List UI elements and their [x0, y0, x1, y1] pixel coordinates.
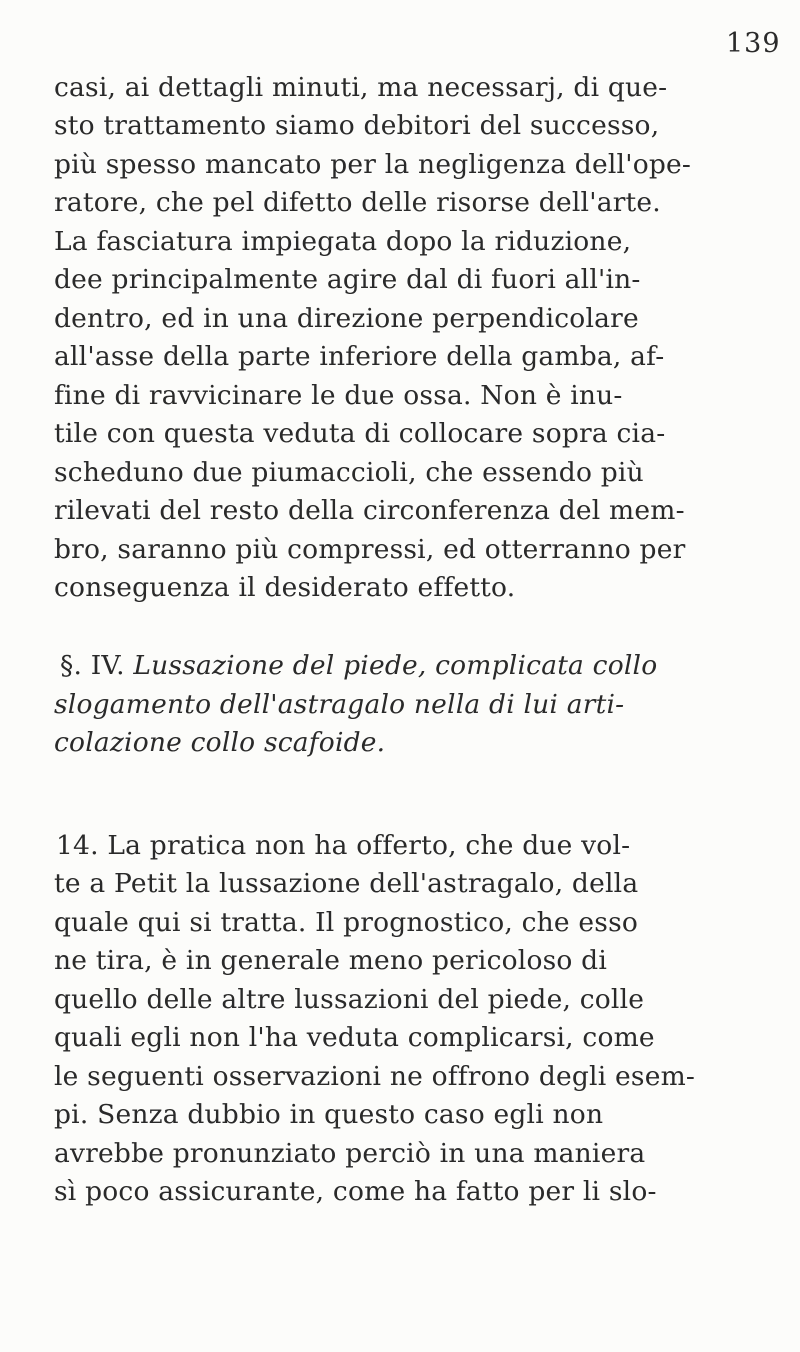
text-line: La fasciatura impiegata dopo la riduzione, [54, 226, 632, 257]
text-line: avrebbe pronunziato perciò in una maniera [54, 1138, 646, 1169]
text-line: rilevati del resto della circonferenza del mem- [54, 495, 685, 526]
text-line: ne tira, è in generale meno pericoloso di [54, 945, 608, 976]
text-line: casi, ai dettagli minuti, ma necessarj, di que- [54, 72, 668, 103]
text-line: sto trattamento siamo debitori del successo, [54, 110, 660, 141]
text-line: pi. Senza dubbio in questo caso egli non [54, 1099, 604, 1130]
text-line: scheduno due piumaccioli, che essendo più [54, 457, 644, 488]
text-line: dee principalmente agire dal di fuori all'in- [54, 264, 641, 295]
text-line: quali egli non l'ha veduta complicarsi, come [54, 1022, 655, 1053]
section-heading [60, 650, 657, 681]
text-line: quello delle altre lussazioni del piede, colle [54, 984, 645, 1015]
text-line: bro, saranno più compressi, ed otterranno per [54, 534, 686, 565]
text-line: te a Petit la lussazione dell'astragalo, della [54, 868, 639, 899]
text-line: all'asse della parte inferiore della gamba, af- [54, 341, 665, 372]
text-line: dentro, ed in una direzione perpendicolare [54, 303, 639, 334]
section-title-line: slogamento dell'astragalo nella di lui arti- [54, 689, 625, 720]
page-number: 139 [726, 28, 781, 59]
text-line: sì poco assicurante, come ha fatto per li slo- [54, 1176, 657, 1207]
text-line: ratore, che pel difetto delle risorse dell'arte. [54, 187, 661, 218]
section-title-line: colazione collo scafoide. [54, 727, 386, 758]
section-title-line: Lussazione del piede, complicata collo [133, 650, 658, 681]
text-line: conseguenza il desiderato effetto. [54, 572, 516, 603]
text-line: quale qui si tratta. Il prognostico, che esso [54, 907, 639, 938]
text-line: 14. La pratica non ha offerto, che due vol- [56, 830, 631, 861]
section-number: §. IV. [60, 650, 125, 681]
text-line: le seguenti osservazioni ne offrono degli esem- [54, 1061, 696, 1092]
text-line: fine di ravvicinare le due ossa. Non è inu- [54, 380, 623, 411]
text-line: tile con questa veduta di collocare sopra cia- [54, 418, 666, 449]
text-line: più spesso mancato per la negligenza dell'ope- [54, 149, 692, 180]
